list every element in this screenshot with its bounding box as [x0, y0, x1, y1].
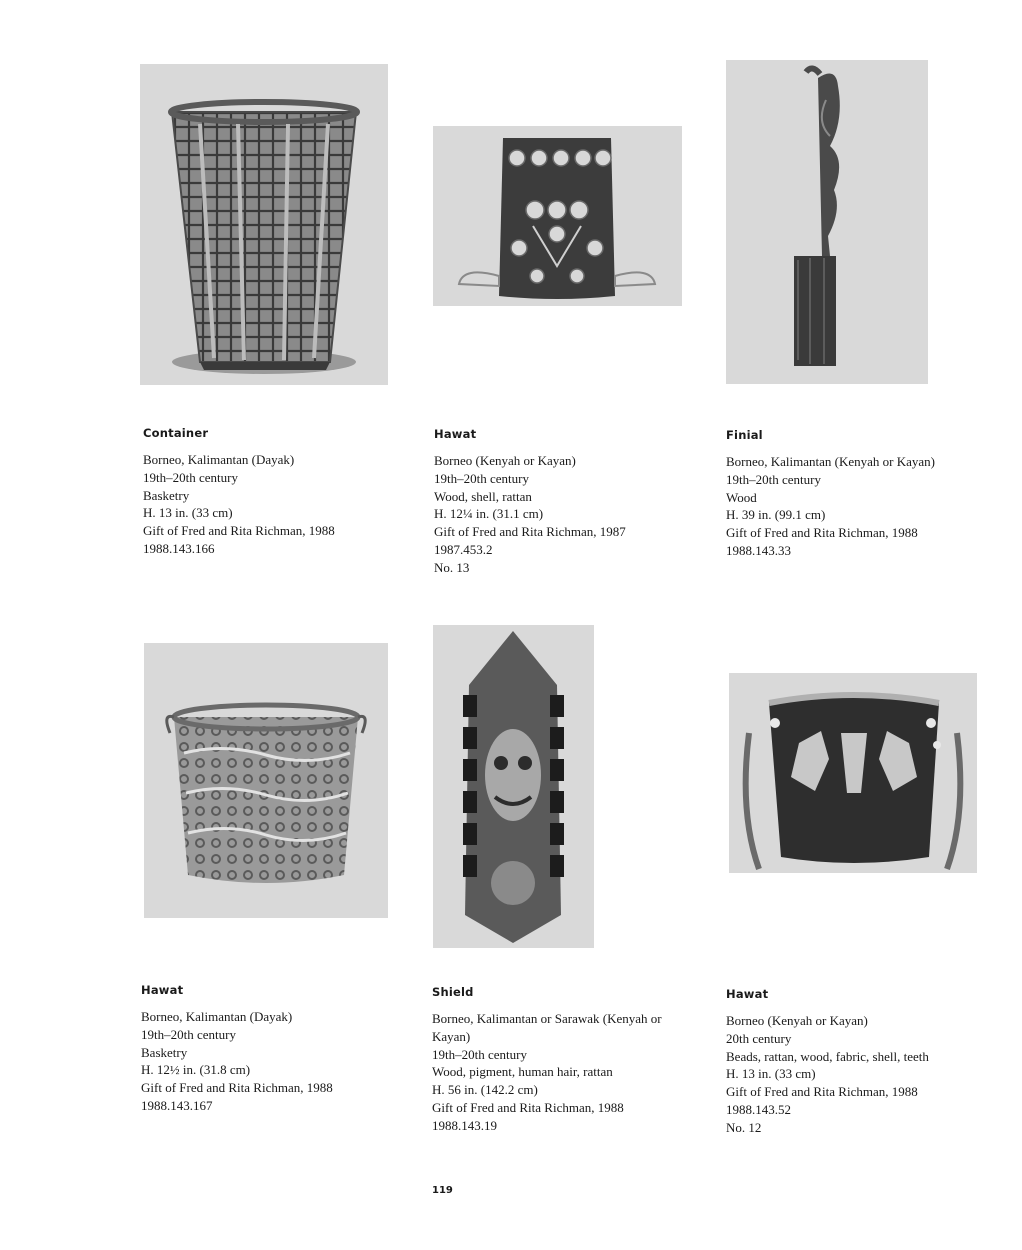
photo-finial-wood [726, 60, 928, 384]
caption-line: Borneo, Kalimantan (Kenyah or Kayan) [726, 454, 936, 469]
caption-line: Gift of Fred and Rita Richman, 1988 [432, 1099, 624, 1115]
caption-line: Borneo, Kalimantan (Dayak) [143, 452, 295, 467]
caption-line: 1988.143.166 [143, 540, 215, 556]
caption-line: H. 12½ in. (31.8 cm) [141, 1062, 251, 1078]
photo-hawat-basket [144, 643, 388, 918]
caption-line: No. 13 [434, 559, 470, 575]
caption-line: H. 56 in. (142.2 cm) [432, 1082, 538, 1098]
caption-hawat-basket [141, 983, 411, 1115]
caption-line: Wood, shell, rattan [434, 488, 532, 504]
photo-hawat-shell [433, 126, 682, 306]
caption-line: Wood, pigment, human hair, rattan [432, 1064, 613, 1080]
page-number: 119 [432, 1185, 453, 1196]
caption-line: Basketry [141, 1044, 188, 1060]
caption-title: Hawat [141, 983, 184, 997]
caption-line: 1988.143.167 [141, 1097, 213, 1113]
caption-title: Hawat [434, 427, 477, 441]
caption-line: H. 13 in. (33 cm) [143, 505, 233, 521]
photo-hawat-beaded [729, 673, 977, 873]
caption-line: H. 13 in. (33 cm) [726, 1066, 816, 1082]
caption-hawat-shell [434, 427, 704, 577]
caption-title: Shield [432, 985, 474, 999]
caption-line: 1988.143.52 [726, 1101, 791, 1117]
caption-line: 19th–20th century [726, 471, 821, 487]
photo-container-basket [140, 64, 388, 385]
caption-line: Borneo, Kalimantan (Dayak) [141, 1009, 293, 1024]
caption-line: 1987.453.2 [434, 541, 493, 557]
caption-line: No. 12 [726, 1119, 762, 1135]
caption-shield [432, 985, 702, 1135]
caption-line: Borneo (Kenyah or Kayan) [726, 1013, 868, 1028]
caption-line: Wood [726, 489, 757, 505]
caption-line: H. 12¼ in. (31.1 cm) [434, 506, 544, 522]
caption-line: Borneo (Kenyah or Kayan) [434, 453, 576, 468]
caption-container [143, 426, 413, 558]
caption-line: Gift of Fred and Rita Richman, 1988 [726, 1084, 918, 1100]
caption-line: 1988.143.33 [726, 542, 791, 558]
caption-line: 1988.143.19 [432, 1117, 497, 1133]
caption-title: Hawat [726, 987, 769, 1001]
caption-line: 19th–20th century [141, 1026, 236, 1042]
caption-title: Container [143, 426, 209, 440]
caption-line: Gift of Fred and Rita Richman, 1988 [143, 523, 335, 539]
caption-line: H. 39 in. (99.1 cm) [726, 507, 826, 523]
caption-line: Kayan) [432, 1028, 471, 1044]
caption-line: 19th–20th century [434, 470, 529, 486]
caption-line: 19th–20th century [432, 1046, 527, 1062]
caption-hawat-beaded [726, 987, 1006, 1137]
caption-finial [726, 428, 1006, 560]
caption-line: Beads, rattan, wood, fabric, shell, teeth [726, 1048, 929, 1064]
caption-line: 19th–20th century [143, 469, 238, 485]
caption-title: Finial [726, 428, 763, 442]
caption-line: Borneo, Kalimantan or Sarawak (Kenyah or [432, 1011, 662, 1026]
caption-line: Gift of Fred and Rita Richman, 1987 [434, 524, 626, 540]
caption-line: Basketry [143, 487, 190, 503]
caption-line: Gift of Fred and Rita Richman, 1988 [141, 1080, 333, 1096]
photo-shield [433, 625, 594, 948]
caption-line: Gift of Fred and Rita Richman, 1988 [726, 525, 918, 541]
caption-line: 20th century [726, 1030, 792, 1046]
